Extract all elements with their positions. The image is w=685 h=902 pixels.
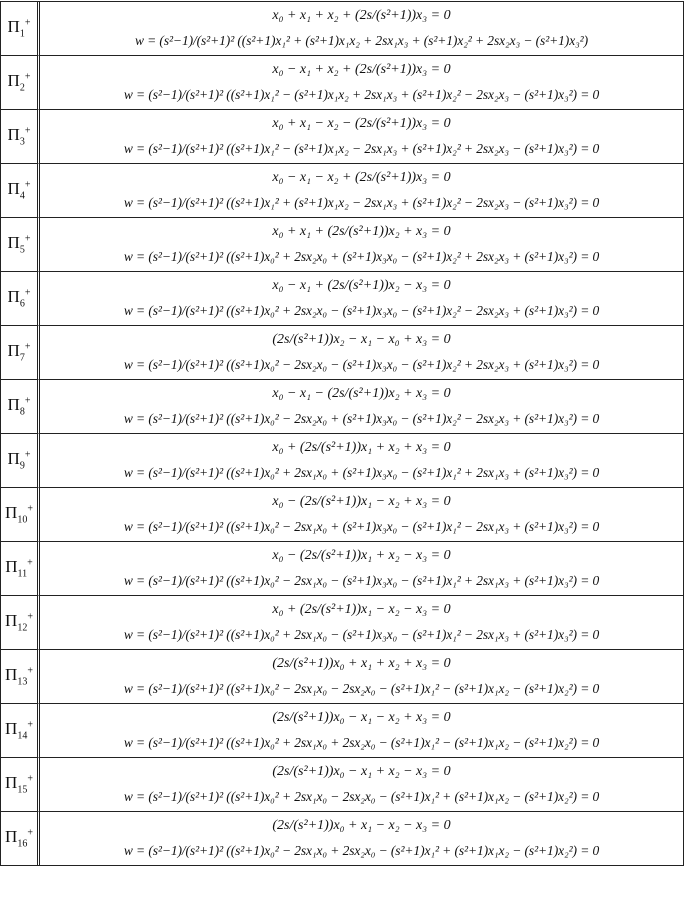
equations-cell xyxy=(40,704,683,758)
equations-cell xyxy=(40,650,683,704)
quadric-equation: w = (s²−1)/(s²+1)² ((s²+1)x₀² − 2sx₁x₀ + (s²+1)x₃x₀ − (s²+1)x₁² − 2sx₁x₃ + (s²+1)x₃²) = 0 xyxy=(123,518,600,534)
equations-cell xyxy=(40,758,683,812)
quadric-equation: w = (s²−1)/(s²+1)² ((s²+1)x₀² + 2sx₂x₀ − (s²+1)x₃x₀ − (s²+1)x₂² − 2sx₂x₃ + (s²+1)x₃²) = 0 xyxy=(123,302,600,318)
plane-equation: x₀ + (2s/(s²+1))x₁ + x₂ + x₃ = 0 xyxy=(272,439,451,455)
plane-label-cell xyxy=(1,812,40,865)
plane-label: $\Pi_1^+$ xyxy=(7,17,31,40)
plane-label-cell xyxy=(1,434,40,488)
plane-equation: (2s/(s²+1))x₀ + x₁ + x₂ + x₃ = 0 xyxy=(272,655,451,671)
plane-label-cell xyxy=(1,650,40,704)
equations-cell xyxy=(40,812,683,865)
plane-label: $\Pi_{14}^+$ xyxy=(5,719,33,742)
plane-equation: x₀ − (2s/(s²+1))x₁ + x₂ − x₃ = 0 xyxy=(272,547,451,563)
plane-equation: (2s/(s²+1))x₀ − x₁ − x₂ + x₃ = 0 xyxy=(272,709,451,725)
plane-label: $\Pi_3^+$ xyxy=(7,125,31,148)
table-row xyxy=(1,272,683,326)
plane-label-cell xyxy=(1,488,40,542)
plane-label-cell xyxy=(1,326,40,380)
table-row xyxy=(1,326,683,380)
quadric-equation: w = (s²−1)/(s²+1)² ((s²+1)x₁² + (s²+1)x₁x₂ + 2sx₁x₃ + (s²+1)x₂² + 2sx₂x₃ − (s²+1)x₃²) xyxy=(134,32,589,48)
quadric-equation: w = (s²−1)/(s²+1)² ((s²+1)x₀² + 2sx₁x₀ + 2sx₂x₀ − (s²+1)x₁² − (s²+1)x₁x₂ − (s²+1)x₂²) = 0 xyxy=(123,734,600,750)
quadric-equation: w = (s²−1)/(s²+1)² ((s²+1)x₀² + 2sx₂x₀ + (s²+1)x₃x₀ − (s²+1)x₂² + 2sx₂x₃ + (s²+1)x₃²) = 0 xyxy=(123,248,600,264)
plane-label: $\Pi_{12}^+$ xyxy=(5,611,33,634)
plane-label-cell xyxy=(1,542,40,596)
plane-label: $\Pi_{11}^+$ xyxy=(5,557,33,580)
plane-label: $\Pi_6^+$ xyxy=(7,287,31,310)
table-row xyxy=(1,704,683,758)
table-row xyxy=(1,758,683,812)
plane-label-cell xyxy=(1,218,40,272)
plane-label: $\Pi_{16}^+$ xyxy=(5,827,33,850)
plane-equation: x₀ − x₁ + x₂ + (2s/(s²+1))x₃ = 0 xyxy=(272,61,451,77)
equations-cell xyxy=(40,434,683,488)
plane-equation: (2s/(s²+1))x₂ − x₁ − x₀ + x₃ = 0 xyxy=(272,331,451,347)
plane-equation: x₀ − (2s/(s²+1))x₁ − x₂ + x₃ = 0 xyxy=(272,493,451,509)
table-row xyxy=(1,218,683,272)
quadric-equation: w = (s²−1)/(s²+1)² ((s²+1)x₁² − (s²+1)x₁x₂ − 2sx₁x₃ + (s²+1)x₂² + 2sx₂x₃ − (s²+1)x₃²) = 0 xyxy=(123,140,600,156)
planes-table-body xyxy=(1,2,683,865)
plane-equation: x₀ + x₁ − x₂ − (2s/(s²+1))x₃ = 0 xyxy=(272,115,451,131)
table-row xyxy=(1,110,683,164)
table-row xyxy=(1,380,683,434)
equations-cell xyxy=(40,56,683,110)
plane-label: $\Pi_2^+$ xyxy=(7,71,31,94)
equations-cell xyxy=(40,488,683,542)
equations-cell xyxy=(40,596,683,650)
table-row xyxy=(1,650,683,704)
equations-cell xyxy=(40,272,683,326)
plane-label: $\Pi_5^+$ xyxy=(7,233,31,256)
plane-equation: x₀ − x₁ − (2s/(s²+1))x₂ + x₃ = 0 xyxy=(272,385,451,401)
plane-label-cell xyxy=(1,380,40,434)
equations-cell xyxy=(40,110,683,164)
plane-equation: x₀ + (2s/(s²+1))x₁ − x₂ − x₃ = 0 xyxy=(272,601,451,617)
plane-label: $\Pi_{15}^+$ xyxy=(5,773,33,796)
table-row xyxy=(1,2,683,56)
plane-label-cell xyxy=(1,704,40,758)
quadric-equation: w = (s²−1)/(s²+1)² ((s²+1)x₁² − (s²+1)x₁x₂ + 2sx₁x₃ + (s²+1)x₂² − 2sx₂x₃ − (s²+1)x₃²) = 0 xyxy=(123,86,600,102)
plane-equation: (2s/(s²+1))x₀ − x₁ + x₂ − x₃ = 0 xyxy=(272,763,451,779)
table-row xyxy=(1,596,683,650)
quadric-equation: w = (s²−1)/(s²+1)² ((s²+1)x₀² − 2sx₁x₀ − 2sx₂x₀ − (s²+1)x₁² − (s²+1)x₁x₂ − (s²+1)x₂²) = 0 xyxy=(123,680,600,696)
table-row xyxy=(1,164,683,218)
quadric-equation: w = (s²−1)/(s²+1)² ((s²+1)x₀² − 2sx₂x₀ + (s²+1)x₃x₀ − (s²+1)x₂² − 2sx₂x₃ + (s²+1)x₃²) = 0 xyxy=(123,410,600,426)
equations-cell xyxy=(40,380,683,434)
quadric-equation: w = (s²−1)/(s²+1)² ((s²+1)x₁² + (s²+1)x₁x₂ − 2sx₁x₃ + (s²+1)x₂² − 2sx₂x₃ − (s²+1)x₃²) = 0 xyxy=(123,194,600,210)
plane-label: $\Pi_4^+$ xyxy=(7,179,31,202)
plane-label-cell xyxy=(1,2,40,56)
table-row xyxy=(1,542,683,596)
table-row xyxy=(1,434,683,488)
plane-equation: x₀ + x₁ + (2s/(s²+1))x₂ + x₃ = 0 xyxy=(272,223,451,239)
equations-cell xyxy=(40,542,683,596)
table-row xyxy=(1,488,683,542)
quadric-equation: w = (s²−1)/(s²+1)² ((s²+1)x₀² − 2sx₂x₀ − (s²+1)x₃x₀ − (s²+1)x₂² + 2sx₂x₃ + (s²+1)x₃²) = 0 xyxy=(123,356,600,372)
quadric-equation: w = (s²−1)/(s²+1)² ((s²+1)x₀² + 2sx₁x₀ + (s²+1)x₃x₀ − (s²+1)x₁² + 2sx₁x₃ + (s²+1)x₃²) = 0 xyxy=(123,464,600,480)
equations-cell xyxy=(40,164,683,218)
plane-label: $\Pi_{10}^+$ xyxy=(5,503,33,526)
planes-table xyxy=(0,1,684,866)
quadric-equation: w = (s²−1)/(s²+1)² ((s²+1)x₀² + 2sx₁x₀ − 2sx₂x₀ − (s²+1)x₁² + (s²+1)x₁x₂ − (s²+1)x₂²) = 0 xyxy=(123,788,600,804)
equations-cell xyxy=(40,2,683,56)
table-row xyxy=(1,812,683,865)
plane-label-cell xyxy=(1,56,40,110)
plane-label: $\Pi_9^+$ xyxy=(7,449,31,472)
quadric-equation: w = (s²−1)/(s²+1)² ((s²+1)x₀² + 2sx₁x₀ − (s²+1)x₃x₀ − (s²+1)x₁² − 2sx₁x₃ + (s²+1)x₃²) = 0 xyxy=(123,626,600,642)
plane-equation: x₀ − x₁ − x₂ + (2s/(s²+1))x₃ = 0 xyxy=(272,169,451,185)
plane-label: $\Pi_7^+$ xyxy=(7,341,31,364)
plane-equation: (2s/(s²+1))x₀ + x₁ − x₂ − x₃ = 0 xyxy=(272,817,451,833)
plane-label-cell xyxy=(1,164,40,218)
table-row xyxy=(1,56,683,110)
plane-label-cell xyxy=(1,596,40,650)
plane-label-cell xyxy=(1,758,40,812)
quadric-equation: w = (s²−1)/(s²+1)² ((s²+1)x₀² − 2sx₁x₀ − (s²+1)x₃x₀ − (s²+1)x₁² + 2sx₁x₃ + (s²+1)x₃²) = 0 xyxy=(123,572,600,588)
plane-equation: x₀ + x₁ + x₂ + (2s/(s²+1))x₃ = 0 xyxy=(272,7,451,23)
equations-cell xyxy=(40,326,683,380)
plane-label-cell xyxy=(1,272,40,326)
plane-label: $\Pi_8^+$ xyxy=(7,395,31,418)
plane-label-cell xyxy=(1,110,40,164)
plane-label: $\Pi_{13}^+$ xyxy=(5,665,33,688)
equations-cell xyxy=(40,218,683,272)
plane-equation: x₀ − x₁ + (2s/(s²+1))x₂ − x₃ = 0 xyxy=(272,277,451,293)
quadric-equation: w = (s²−1)/(s²+1)² ((s²+1)x₀² − 2sx₁x₀ + 2sx₂x₀ − (s²+1)x₁² + (s²+1)x₁x₂ − (s²+1)x₂²) = 0 xyxy=(123,842,600,858)
